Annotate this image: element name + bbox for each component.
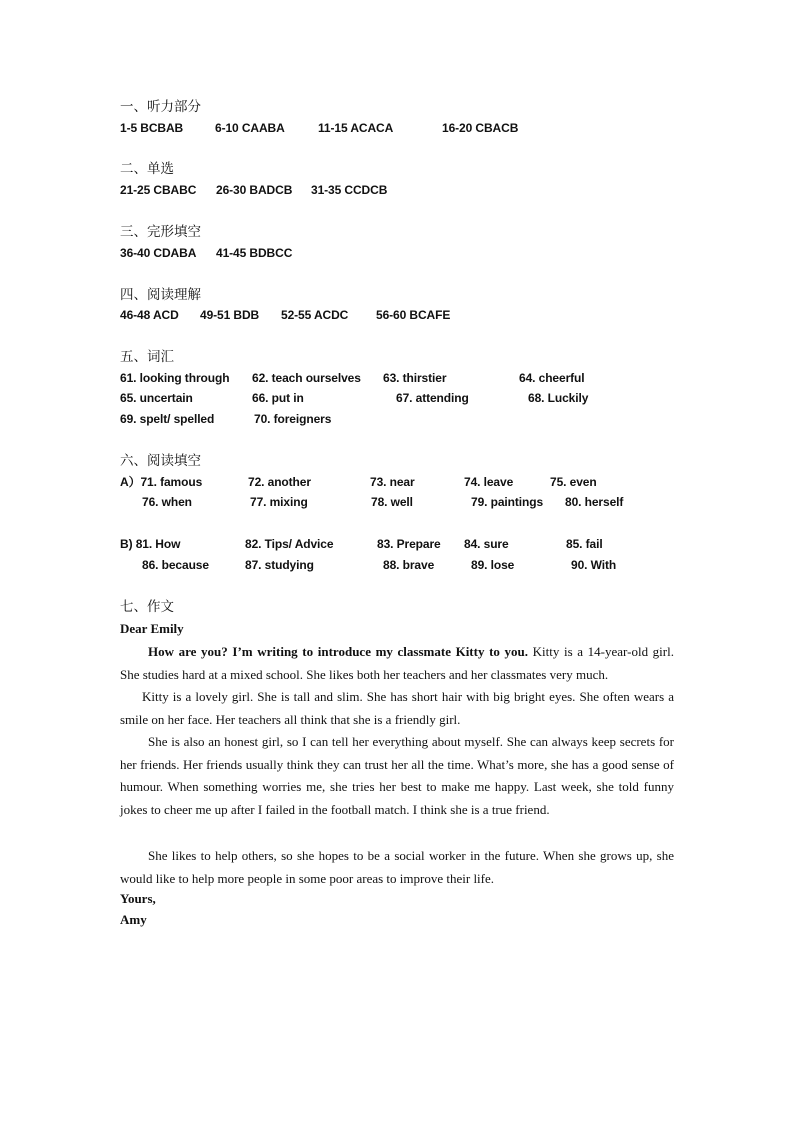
answer-group: 11-15 ACACA (318, 121, 394, 135)
essay-paragraph-4-text: She likes to help others, so she hopes to be a social worker in the future. When she grows up, she would like to help more people in some poor areas to improve their life. (120, 848, 674, 886)
answer-item: 77. mixing (250, 495, 308, 509)
answer-group: 21-25 CBABC (120, 183, 197, 197)
section-heading-single-choice: 二、单选 (120, 161, 174, 177)
section-heading-cloze: 三、完形填空 (120, 224, 201, 240)
answer-group: 36-40 CDABA (120, 246, 197, 260)
answer-item: 66. put in (252, 391, 304, 405)
essay-opening-rest: Kitty is a 14-year-old girl. She studies hard at a mixed school. She likes both her teachers and her classmates very much. (120, 644, 674, 682)
answer-group: 52-55 ACDC (281, 308, 349, 322)
answer-group: 6-10 CAABA (215, 121, 285, 135)
answer-item: 87. studying (245, 558, 314, 572)
answer-item: 76. when (142, 495, 192, 509)
answer-item: 67. attending (396, 391, 469, 405)
answer-item: 63. thirstier (383, 371, 447, 385)
answer-item: 75. even (550, 475, 597, 489)
section-heading-vocabulary: 五、词汇 (120, 349, 174, 365)
answer-item: 85. fail (566, 537, 603, 551)
answer-item: 68. Luckily (528, 391, 589, 405)
letter-greeting: Dear Emily (120, 621, 184, 636)
essay-paragraph-4 (120, 845, 674, 890)
answer-item: 90. With (571, 558, 617, 572)
answer-item: A）71. famous (120, 475, 203, 489)
answer-group: 46-48 ACD (120, 308, 179, 322)
answer-group: 49-51 BDB (200, 308, 260, 322)
section-heading-reading: 四、阅读理解 (120, 287, 201, 303)
answer-group: 1-5 BCBAB (120, 121, 184, 135)
answer-item: 89. lose (471, 558, 515, 572)
section-heading-writing: 七、作文 (120, 599, 174, 615)
section-heading-listening: 一、听力部分 (120, 99, 201, 115)
answer-item: 86. because (142, 558, 209, 572)
answer-item: 73. near (370, 475, 415, 489)
answer-item: 84. sure (464, 537, 509, 551)
section-heading-reading-fill: 六、阅读填空 (120, 453, 201, 469)
answer-item: 69. spelt/ spelled (120, 412, 215, 426)
essay-paragraph-3 (120, 731, 674, 821)
answer-group: 16-20 CBACB (442, 121, 519, 135)
answer-item: B) 81. How (120, 537, 181, 551)
essay-paragraph-3-text: She is also an honest girl, so I can tell her everything about myself. She can always keep secrets for her friends. Her friends usually think they can trust her all the time. What’s more, she has a good sense of humour. When something worries me, she tries her best to make me happy. Last week, she told funny jokes to cheer me up after I failed in the football match. I think she is a true friend. (120, 734, 674, 817)
answer-group: 26-30 BADCB (216, 183, 293, 197)
letter-closing: Yours, (120, 891, 156, 906)
answer-item: 79. paintings (471, 495, 544, 509)
answer-item: 88. brave (383, 558, 435, 572)
answer-group: 31-35 CCDCB (311, 183, 388, 197)
essay-paragraph-1 (120, 641, 674, 686)
essay-opening-bold: How are you? I’m writing to introduce my classmate Kitty to you. (148, 644, 529, 659)
answer-item: 70. foreigners (254, 412, 332, 426)
answer-item: 65. uncertain (120, 391, 193, 405)
letter-signature: Amy (120, 912, 147, 927)
answer-item: 82. Tips/ Advice (245, 537, 334, 551)
answer-item: 72. another (248, 475, 311, 489)
answer-item: 74. leave (464, 475, 514, 489)
answer-group: 41-45 BDBCC (216, 246, 293, 260)
answer-item: 62. teach ourselves (252, 371, 361, 385)
answer-group: 56-60 BCAFE (376, 308, 451, 322)
answer-item: 80. herself (565, 495, 624, 509)
answer-item: 83. Prepare (377, 537, 441, 551)
answer-item: 61. looking through (120, 371, 230, 385)
answer-item: 64. cheerful (519, 371, 585, 385)
essay-paragraph-2-text: Kitty is a lovely girl. She is tall and slim. She has short hair with big bright eyes. She often wears a smile on her face. Her teachers all think that she is a friendly girl. (120, 689, 674, 727)
essay-paragraph-2 (120, 686, 674, 731)
answer-item: 78. well (371, 495, 413, 509)
